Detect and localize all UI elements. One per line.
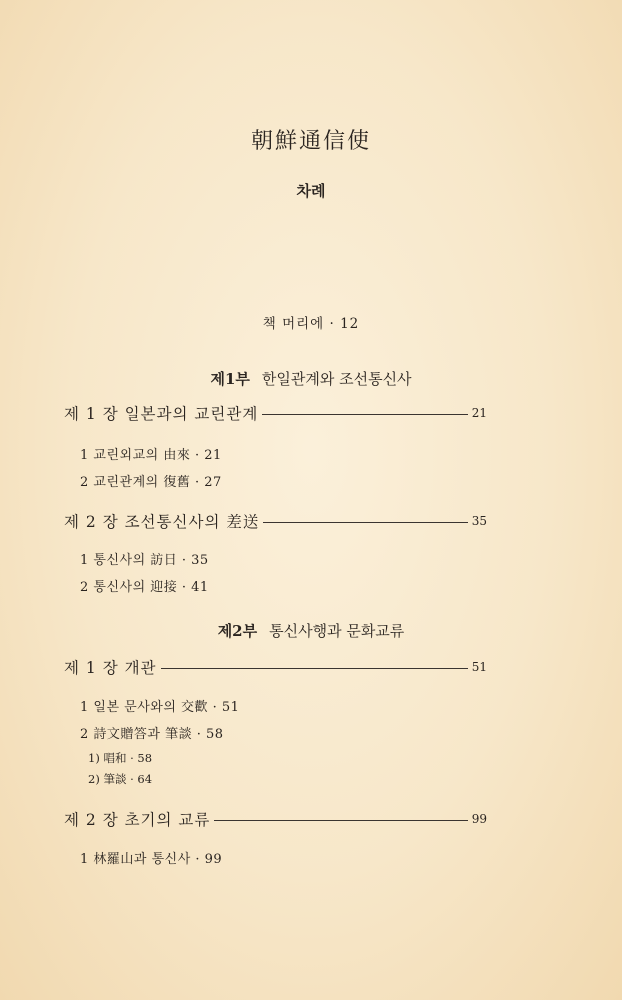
part-number: 제1부 — [210, 370, 250, 388]
part-title: 한일관계와 조선통신사 — [261, 370, 412, 388]
chapter-page-number: 21 — [471, 406, 487, 420]
section-entry: 1 林羅山과 통신사 · 99 — [80, 852, 223, 867]
part-2-heading — [0, 620, 622, 641]
chapter-entry — [64, 656, 487, 678]
preface-entry: 책 머리에 · 12 — [262, 316, 360, 332]
chapter-entry — [64, 510, 487, 532]
chapter-label: 제 1 장 일본과의 교린관계 — [64, 405, 259, 423]
section-entry: 2 교린관계의 復舊 · 27 — [80, 475, 222, 490]
chapter-entry — [64, 402, 487, 424]
chapter-label: 제 2 장 조선통신사의 差送 — [64, 513, 260, 531]
book-title: 朝鮮通信使 — [250, 129, 371, 154]
chapter-label: 제 1 장 개관 — [64, 659, 157, 677]
chapter-label: 제 2 장 초기의 교류 — [64, 811, 211, 829]
section-entry: 1 일본 문사와의 交歡 · 51 — [80, 700, 240, 715]
subsection-entry: 1) 唱和 · 58 — [88, 751, 153, 765]
leader-line — [161, 668, 468, 669]
chapter-page-number: 99 — [471, 812, 487, 826]
section-entry: 2 詩文贈答과 筆談 · 58 — [80, 727, 224, 742]
chapter-page-number: 35 — [471, 514, 487, 528]
section-entry: 1 통신사의 訪日 · 35 — [80, 553, 209, 568]
chapter-entry — [64, 808, 487, 830]
leader-line — [262, 414, 467, 415]
chapter-page-number: 51 — [471, 660, 487, 674]
part-title: 통신사행과 문화교류 — [269, 622, 405, 640]
leader-line — [263, 522, 467, 523]
section-entry: 2 통신사의 迎接 · 41 — [80, 580, 209, 595]
contents-heading: 차례 — [296, 182, 326, 200]
part-number: 제2부 — [217, 622, 258, 640]
subsection-entry: 2) 筆談 · 64 — [88, 772, 153, 786]
section-entry: 1 교린외교의 由來 · 21 — [80, 448, 222, 463]
part-1-heading — [0, 368, 622, 389]
leader-line — [214, 820, 467, 821]
